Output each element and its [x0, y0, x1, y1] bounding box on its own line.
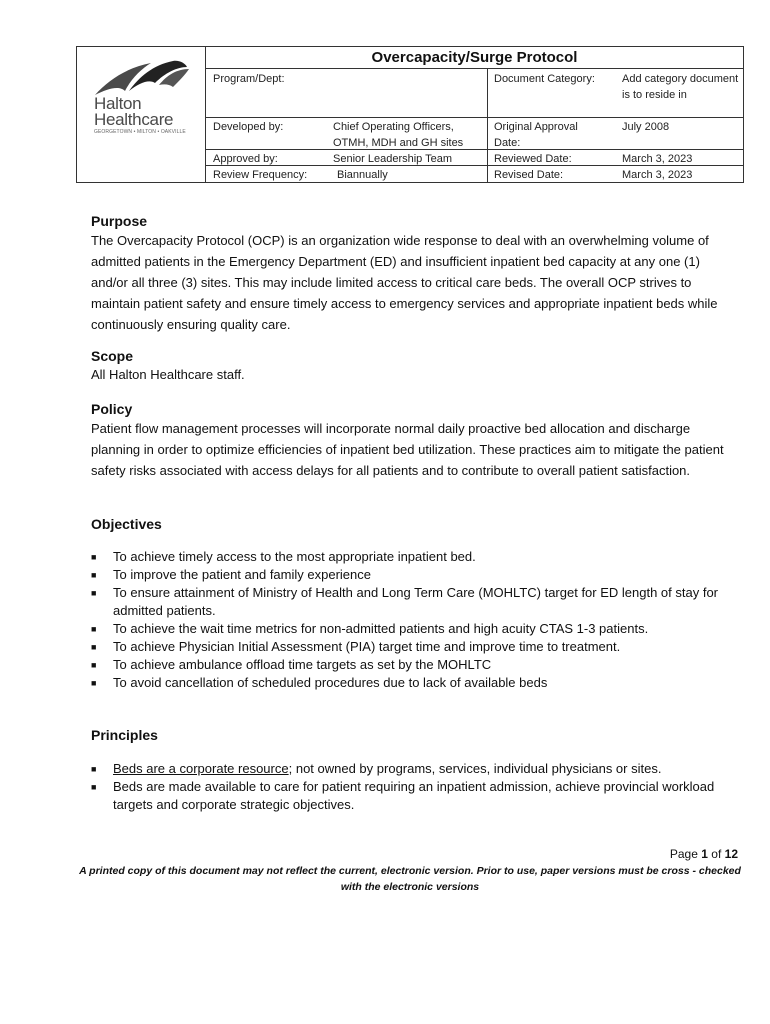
approved-label: Approved by: — [213, 153, 278, 165]
bullet-icon: ■ — [91, 552, 97, 562]
page-total: 12 — [724, 847, 738, 861]
developed-value: Chief Operating Officers, OTMH, MDH and GH sites — [333, 121, 464, 149]
policy-text: Patient flow management processes will incorporate normal daily proactive bed allocation and discharge planning in order to optimize efficiencies of inpatient bed utilization. These practices aim to mitigate the patient safety risks associated with access delays for all patients and to contribute to overall patient satisfaction. — [91, 421, 724, 478]
bullet-icon: ■ — [91, 764, 97, 774]
list-item-text: To improve the patient and family experience — [113, 567, 371, 582]
page-current: 1 — [701, 847, 708, 861]
orig-approval-value: July 2008 — [622, 121, 670, 133]
bullet-icon: ■ — [91, 660, 97, 670]
page-number — [670, 847, 738, 861]
list-item-text: To achieve ambulance offload time targets as set by the MOHLTC — [113, 657, 492, 672]
approved-value: Senior Leadership Team — [333, 153, 453, 165]
reviewed-value: March 3, 2023 — [622, 153, 693, 165]
column-divider — [487, 68, 488, 182]
document-title: Overcapacity/Surge Protocol — [206, 47, 743, 69]
logo-wordmark-line1: Halton — [94, 94, 142, 113]
bullet-icon: ■ — [91, 624, 97, 634]
bullet-icon: ■ — [91, 588, 97, 598]
doc-category-label: Document Category: — [494, 73, 595, 85]
scope-heading: Scope — [91, 348, 134, 364]
bullet-icon: ■ — [91, 570, 97, 580]
logo-wordmark-line2: Healthcare — [94, 110, 174, 129]
developed-label: Developed by: — [213, 121, 284, 133]
list-item — [91, 638, 741, 656]
orig-approval-label: Original Approval Date: — [494, 121, 578, 149]
purpose-text: The Overcapacity Protocol (OCP) is an organization wide response to deal with an overwhelming volume of admitted patients in the Emergency Department (ED) and insufficient inpatient bed capacity at any one (1) and/or all three (3) sites. This may include limited access to critical care beds. The overall OCP strives to maintain patient safety and ensure timely access to emergency services and appropriate inpatient beds while continuously ensuring quality care. — [91, 233, 718, 332]
objectives-heading: Objectives — [91, 516, 162, 532]
halton-logo-swoosh-icon — [89, 57, 193, 97]
footer-disclaimer: A printed copy of this document may not reflect the current, electronic version. Prior to use, paper versions must be cross - checked with the electronic versions — [79, 865, 741, 893]
bullet-icon: ■ — [91, 678, 97, 688]
frequency-value: Biannually — [337, 169, 388, 181]
scope-text: All Halton Healthcare staff. — [91, 367, 245, 382]
reviewed-label: Reviewed Date: — [494, 153, 572, 165]
page-of: of — [711, 847, 722, 861]
list-item — [91, 760, 741, 778]
list-item — [91, 674, 741, 692]
doc-category-value: Add category document is to reside in — [622, 73, 739, 101]
principle-underlined-text: Beds are a corporate resource — [113, 761, 289, 776]
list-item — [91, 566, 741, 584]
list-item — [91, 656, 741, 674]
purpose-heading: Purpose — [91, 213, 148, 229]
policy-heading: Policy — [91, 401, 133, 417]
objectives-list — [91, 548, 741, 692]
frequency-label: Review Frequency: — [213, 169, 308, 181]
bullet-icon: ■ — [91, 782, 97, 792]
principles-list — [91, 760, 741, 814]
header-table — [76, 46, 744, 183]
row-divider — [206, 117, 743, 118]
program-label: Program/Dept: — [213, 73, 285, 85]
principles-heading: Principles — [91, 727, 158, 743]
list-item — [91, 548, 741, 566]
list-item-text: Beds are made available to care for patient requiring an inpatient admission, achieve provincial workload targets and corporate strategic objectives. — [113, 779, 715, 812]
list-item-text: ; not owned by programs, services, individual physicians or sites. — [288, 761, 662, 776]
logo-cell — [77, 47, 206, 182]
revised-value: March 3, 2023 — [622, 169, 693, 181]
logo-subtitle: GEORGETOWN • MILTON • OAKVILLE — [94, 129, 186, 135]
list-item-text: To achieve Physician Initial Assessment (PIA) target time and improve time to treatment. — [113, 639, 621, 654]
list-item — [91, 778, 741, 814]
list-item-text: To achieve the wait time metrics for non-admitted patients and high acuity CTAS 1-3 patients. — [113, 621, 649, 636]
list-item-text: To achieve timely access to the most appropriate inpatient bed. — [113, 549, 476, 564]
revised-label: Revised Date: — [494, 169, 564, 181]
list-item-text: To avoid cancellation of scheduled procedures due to lack of available beds — [113, 675, 548, 690]
list-item — [91, 620, 741, 638]
list-item — [91, 584, 741, 620]
list-item-text: To ensure attainment of Ministry of Health and Long Term Care (MOHLTC) target for ED length of stay for admitted patients. — [113, 585, 719, 618]
bullet-icon: ■ — [91, 642, 97, 652]
page-label: Page — [669, 847, 698, 861]
